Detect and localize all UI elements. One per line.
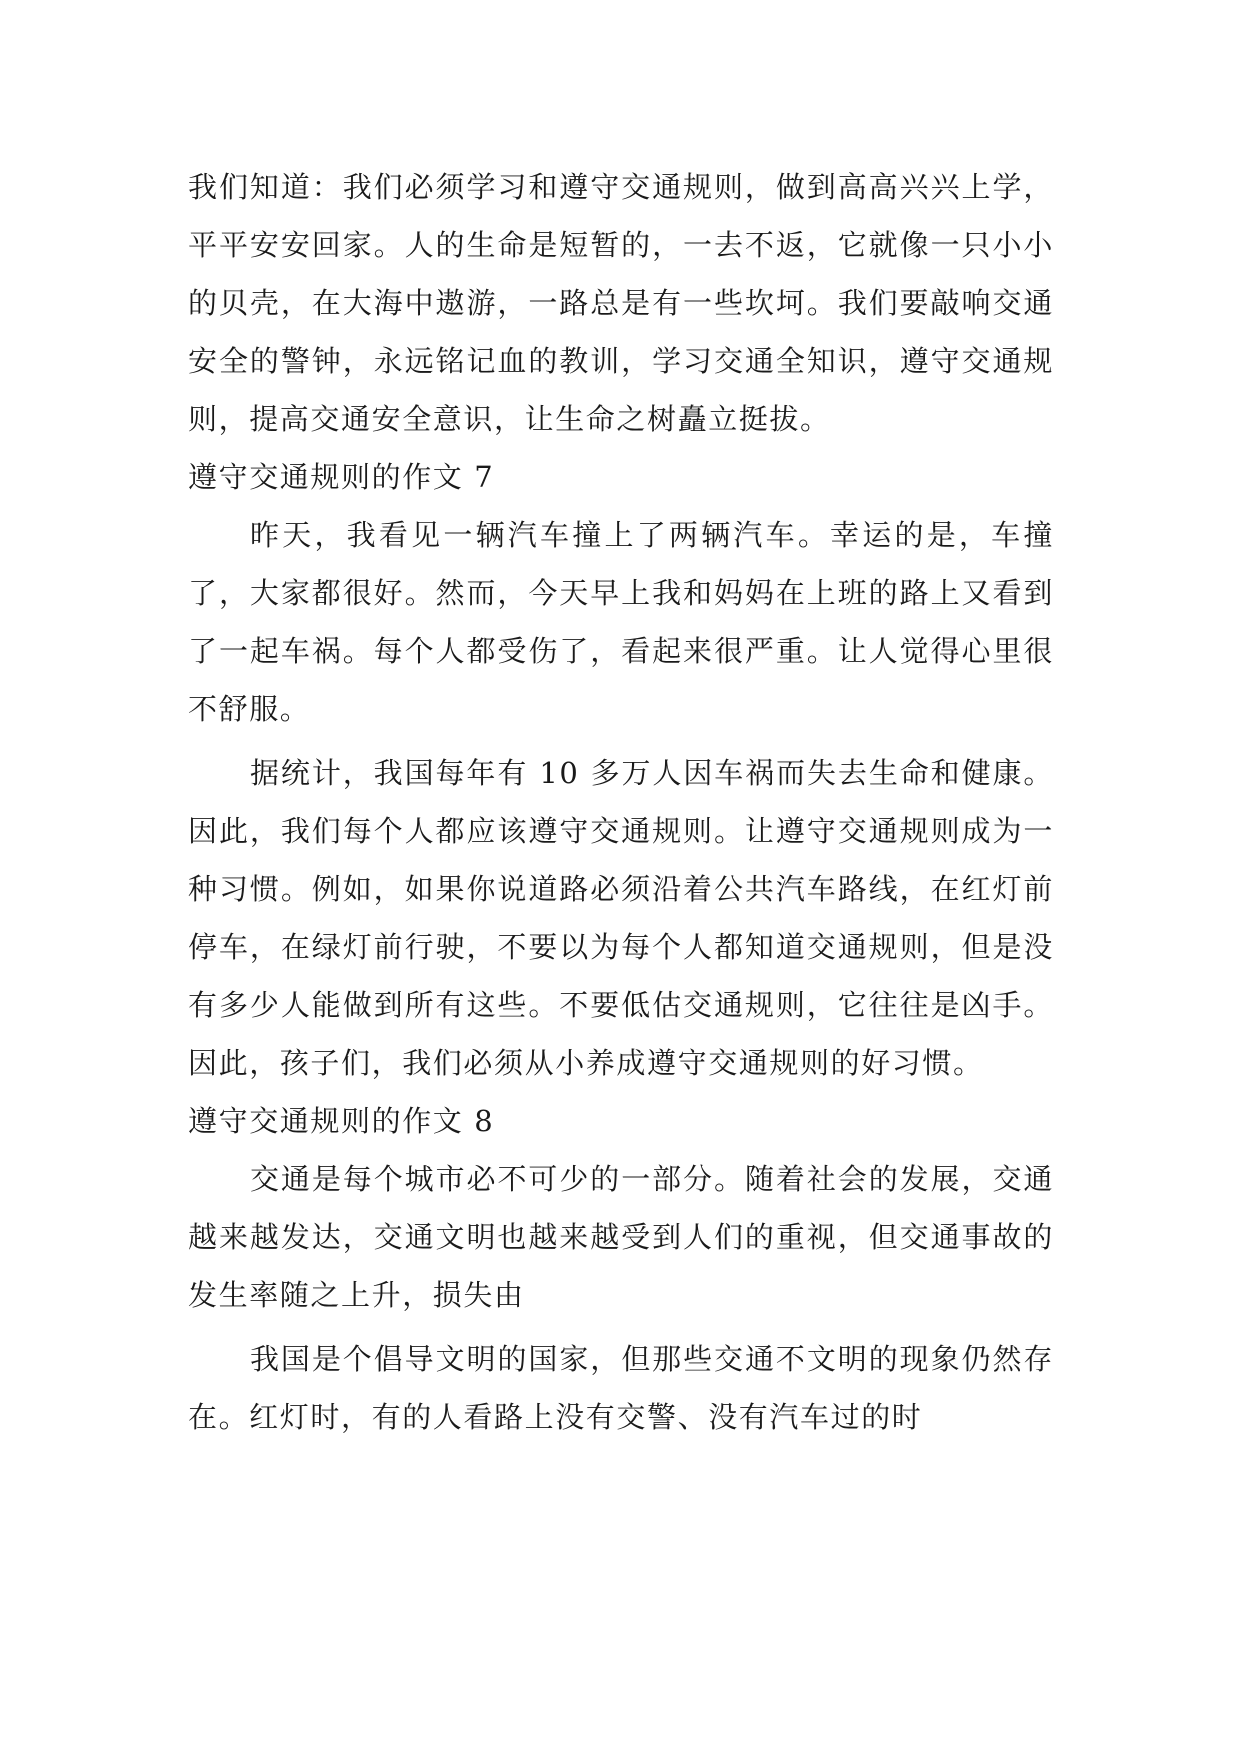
essay-8-paragraph-2: 我国是个倡导文明的国家，但那些交通不文明的现象仍然存在。红灯时，有的人看路上没有交警、没有汽车过的时 <box>188 1342 1054 1434</box>
essay-7-paragraph-2: 据统计，我国每年有 10 多万人因车祸而失去生命和健康。因此，我们每个人都应该遵守交通规则。让遵守交通规则成为一种习惯。例如，如果你说道路必须沿着公共汽车路线，在红灯前停车，在绿灯前行驶，不要以为每个人都知道交通规则，但是没有多少人能做到所有这些。不要低估交通规则，它往往是凶手。因此，孩子们，我们必须从小养成遵守交通规则的好习惯。 <box>188 756 1054 1080</box>
paragraph-intro: 我们知道：我们必须学习和遵守交通规则，做到高高兴兴上学，平平安安回家。人的生命是短暂的，一去不返，它就像一只小小的贝壳，在大海中遨游，一路总是有一些坎坷。我们要敲响交通安全的警钟，永远铭记血的教训，学习交通全知识，遵守交通规则，提高交通安全意识，让生命之树矗立挺拔。 <box>188 170 1054 436</box>
document-body <box>188 158 1054 1446</box>
essay-8-paragraph-1: 交通是每个城市必不可少的一部分。随着社会的发展，交通越来越发达，交通文明也越来越受到人们的重视，但交通事故的发生率随之上升，损失由 <box>188 1162 1054 1312</box>
essay-7-paragraph-1: 昨天，我看见一辆汽车撞上了两辆汽车。幸运的是，车撞了，大家都很好。然而，今天早上我和妈妈在上班的路上又看到了一起车祸。每个人都受伤了，看起来很严重。让人觉得心里很不舒服。 <box>188 518 1054 726</box>
essay-heading-7: 遵守交通规则的作文 7 <box>188 460 495 494</box>
essay-heading-8: 遵守交通规则的作文 8 <box>188 1104 495 1138</box>
